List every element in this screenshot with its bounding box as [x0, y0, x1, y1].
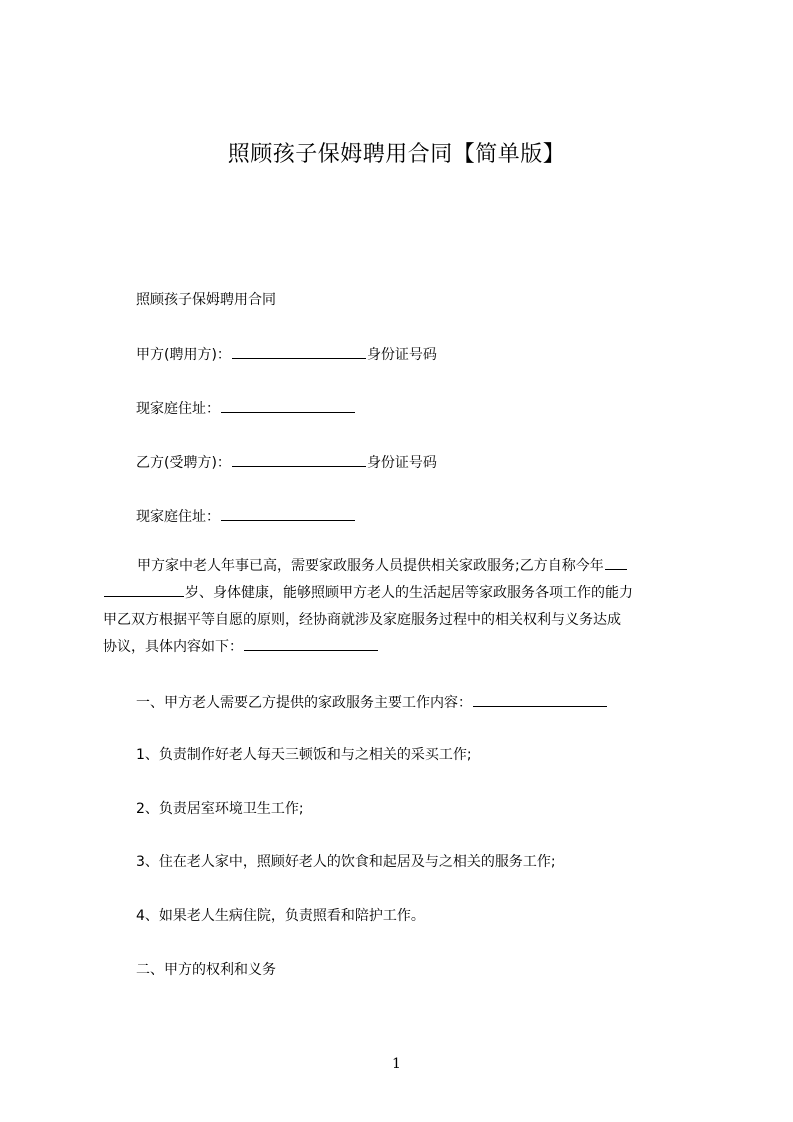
list-item: 4、如果老人生病住院，负责照看和陪护工作。	[136, 908, 425, 924]
intro-row	[103, 553, 715, 580]
party-b-address-label: 现家庭住址：	[136, 509, 220, 525]
party-b-id-label: 身份证号码	[366, 455, 437, 471]
party-b-address-line	[136, 506, 356, 527]
party-a-address-blank	[221, 398, 355, 413]
party-b-address-blank	[221, 506, 355, 521]
intro-line-3: 甲乙双方根据平等自愿的原则，经协商就涉及家庭服务过程中的相关权利与义务达成	[103, 612, 621, 628]
intro-paragraph	[103, 553, 715, 661]
party-b-name-blank	[232, 452, 366, 467]
intro-row	[103, 634, 715, 661]
list-item: 1、负责制作好老人每天三顿饭和与之相关的采买工作;	[136, 747, 472, 763]
party-a-line	[136, 344, 437, 365]
intro-blank	[244, 636, 378, 651]
party-b-line	[136, 452, 437, 473]
document-title: 照顾孩子保姆聘用合同【简单版】	[227, 142, 566, 167]
party-a-address-line	[136, 398, 356, 419]
page-number: 1	[392, 1056, 401, 1072]
intro-line-1: 甲方家中老人年事已高，需要家政服务人员提供相关家政服务;乙方自称今年	[137, 558, 604, 574]
age-blank-end	[104, 582, 184, 597]
party-a-label: 甲方(聘用方)：	[136, 347, 231, 363]
list-item: 3、住在老人家中，照顾好老人的饮食和起居及与之相关的服务工作;	[136, 854, 556, 870]
party-a-address-label: 现家庭住址：	[136, 401, 220, 417]
intro-row	[103, 580, 715, 607]
intro-line-2: 岁、身体健康，能够照顾甲方老人的生活起居等家政服务各项工作的能力	[185, 585, 633, 601]
intro-row	[103, 607, 715, 634]
party-a-id-label: 身份证号码	[366, 347, 437, 363]
party-b-label: 乙方(受聘方)：	[136, 455, 231, 471]
section-1-heading-line	[136, 692, 608, 713]
work-content-blank	[473, 692, 607, 707]
age-blank-start	[605, 555, 627, 570]
party-a-name-blank	[232, 344, 366, 359]
section-1-heading: 一、甲方老人需要乙方提供的家政服务主要工作内容：	[136, 695, 472, 711]
section-2-heading: 二、甲方的权利和义务	[136, 962, 276, 978]
list-item: 2、负责居室环境卫生工作;	[136, 801, 304, 817]
contract-subtitle: 照顾孩子保姆聘用合同	[136, 292, 276, 308]
intro-line-4: 协议，具体内容如下：	[103, 639, 243, 655]
